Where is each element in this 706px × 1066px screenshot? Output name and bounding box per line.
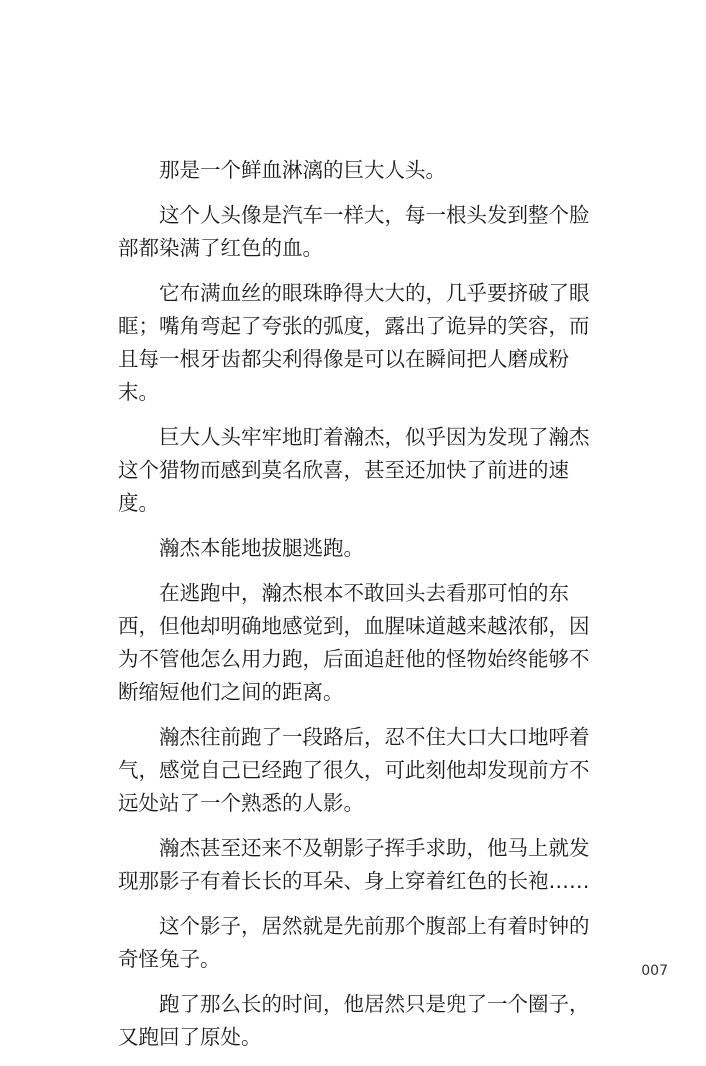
paragraph-10: 跑了那么长的时间，他居然只是兜了一个圈子，又跑回了原处。 — [118, 992, 590, 1049]
paragraph-9: 这个影子，居然就是先前那个腹部上有着时钟的奇怪兔子。 — [118, 914, 590, 971]
paragraph-1: 那是一个鲜血淋漓的巨大人头。 — [159, 158, 446, 182]
paragraph-6: 在逃跑中，瀚杰根本不敢回头去看那可怕的东西，但他却明确地感觉到，血腥味道越来越浓郁，因为不管他怎么用力跑，后面追赶他的怪物始终能够不断缩短他们之间的距离。 — [118, 581, 590, 704]
page-number: 007 — [641, 963, 668, 979]
paragraph-7: 瀚杰往前跑了一段路后，忍不住大口大口地呼着气，感觉自己已经跑了很久，可此刻他却发现前方不远处站了一个熟悉的人影。 — [118, 725, 590, 815]
body-text — [118, 154, 608, 1066]
paragraph-2: 这个人头像是汽车一样大，每一根头发到整个脸部都染满了红色的血。 — [118, 203, 590, 260]
paragraph-5: 瀚杰本能地拔腿逃跑。 — [159, 536, 364, 560]
paragraph-4: 巨大人头牢牢地盯着瀚杰，似乎因为发现了瀚杰这个猎物而感到莫名欣喜，甚至还加快了前进的速度。 — [118, 425, 590, 515]
paragraph-8: 瀚杰甚至还来不及朝影子挥手求助，他马上就发现那影子有着长长的耳朵、身上穿着红色的长袍…… — [118, 836, 590, 893]
paragraph-3: 它布满血丝的眼珠睁得大大的，几乎要挤破了眼眶；嘴角弯起了夸张的弧度，露出了诡异的笑容，而且每一根牙齿都尖利得像是可以在瞬间把人磨成粉末。 — [118, 281, 590, 404]
